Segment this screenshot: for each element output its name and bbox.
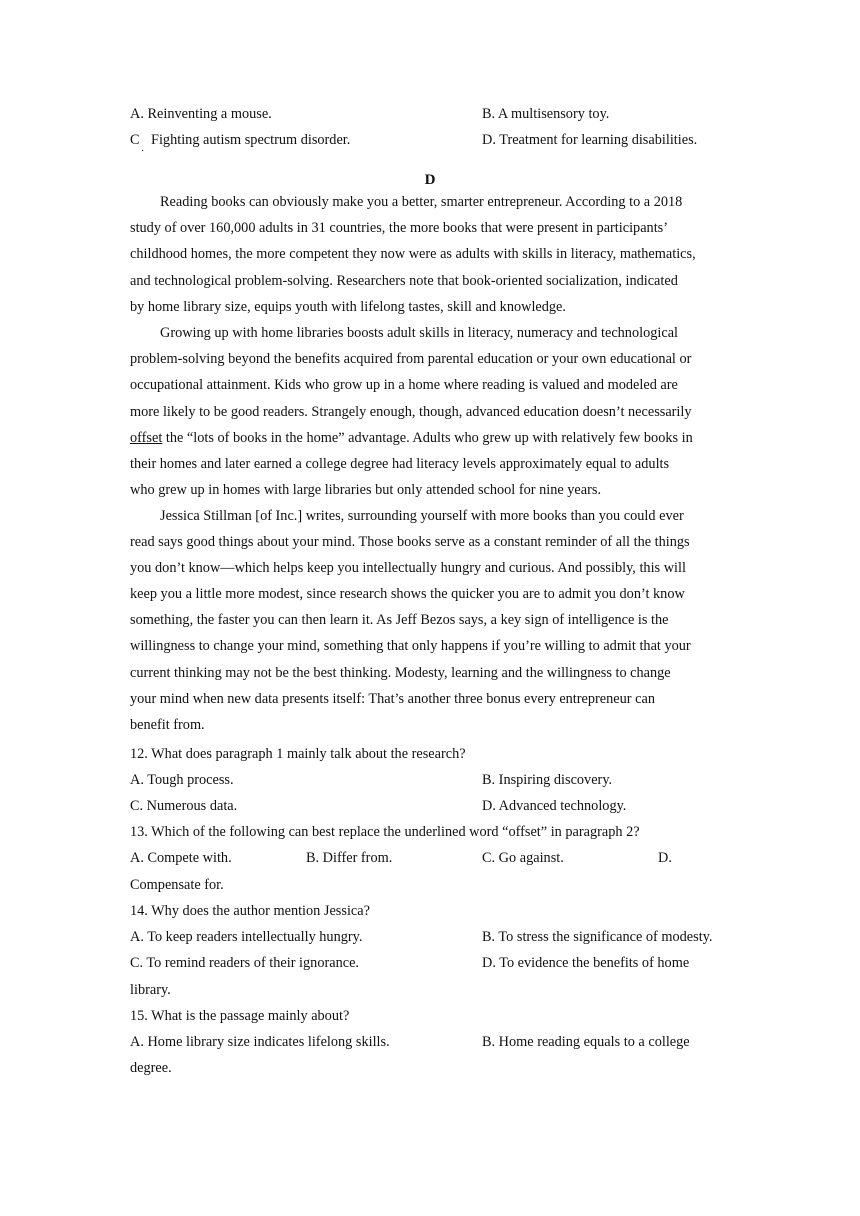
paragraph-1-line: childhood homes, the more competent they now were as adults with skills in literacy, mathematics,: [130, 246, 696, 263]
question-15-stem: 15. What is the passage mainly about?: [130, 1008, 350, 1024]
prev-option-c: Fighting autism spectrum disorder.: [151, 132, 351, 148]
question-12-option-d: D. Advanced technology.: [482, 798, 627, 814]
prev-option-c-dot: ·: [141, 146, 145, 157]
paragraph-3-line: benefit from.: [130, 716, 205, 733]
underlined-word-offset: offset: [130, 429, 163, 446]
question-14-option-d: D. To evidence the benefits of home: [482, 955, 690, 971]
paragraph-3-line: read says good things about your mind. Those books serve as a constant reminder of all the things: [130, 534, 690, 551]
question-14-option-d-continued: library.: [130, 982, 171, 998]
prev-option-a: A. Reinventing a mouse.: [130, 106, 272, 122]
paragraph-1-line: by home library size, equips youth with lifelong tastes, skill and knowledge.: [130, 298, 566, 315]
question-15-option-b: B. Home reading equals to a college: [482, 1034, 690, 1050]
prev-option-b: B. A multisensory toy.: [482, 106, 610, 122]
question-13-stem: 13. Which of the following can best replace the underlined word “offset” in paragraph 2?: [130, 824, 640, 840]
paragraph-2-line: Growing up with home libraries boosts adult skills in literacy, numeracy and technological: [160, 325, 679, 341]
question-13-option-d-letter: D.: [658, 850, 672, 866]
paragraph-2-line: problem-solving beyond the benefits acquired from parental education or your own educational or: [130, 351, 692, 368]
question-14-option-c: C. To remind readers of their ignorance.: [130, 955, 359, 971]
paragraph-2-text: the “lots of books in the home” advantage. Adults who grew up with relatively few books in: [162, 429, 693, 446]
paragraph-3-line: Jessica Stillman [of Inc.] writes, surrounding yourself with more books than you could ever: [160, 508, 684, 524]
question-12-stem: 12. What does paragraph 1 mainly talk about the research?: [130, 746, 466, 762]
question-15-option-a: A. Home library size indicates lifelong skills.: [130, 1034, 390, 1050]
paragraph-2-line: who grew up in homes with large libraries but only attended school for nine years.: [130, 482, 602, 499]
prev-option-d: D. Treatment for learning disabilities.: [482, 132, 698, 148]
paragraph-3-line: willingness to change your mind, something that only happens if you’re willing to admit that your: [130, 638, 691, 655]
paragraph-3-line: you don’t know—which helps keep you intellectually hungry and curious. And possibly, this will: [130, 560, 686, 577]
paragraph-3-line: something, the faster you can then learn it. As Jeff Bezos says, a key sign of intelligence is the: [130, 612, 669, 629]
question-13-option-a: A. Compete with.: [130, 850, 232, 866]
paragraph-1-line: and technological problem-solving. Researchers note that book-oriented socialization, indicated: [130, 272, 678, 289]
paragraph-3-line: current thinking may not be the best thinking. Modesty, learning and the willingness to change: [130, 664, 671, 681]
paragraph-2-line: their homes and later earned a college degree had literacy levels approximately equal to adults: [130, 456, 670, 473]
question-12-option-c: C. Numerous data.: [130, 798, 238, 814]
question-14-option-b: B. To stress the significance of modesty.: [482, 929, 713, 945]
paragraph-2-line: occupational attainment. Kids who grow up in a home where reading is valued and modeled are: [130, 377, 678, 394]
paragraph-1-line: study of over 160,000 adults in 31 countries, the more books that were present in participants’: [130, 220, 668, 237]
prev-option-c-letter: C: [130, 132, 140, 148]
question-15-option-b-continued: degree.: [130, 1060, 172, 1076]
paragraph-3-line: keep you a little more modest, since research shows the quicker you are to admit you don’t know: [130, 586, 685, 603]
question-14-stem: 14. Why does the author mention Jessica?: [130, 903, 370, 919]
question-13-option-d: Compensate for.: [130, 877, 224, 893]
question-12-option-b: B. Inspiring discovery.: [482, 772, 613, 788]
question-14-option-a: A. To keep readers intellectually hungry.: [130, 929, 363, 945]
question-13-option-b: B. Differ from.: [306, 850, 393, 866]
paragraph-3-line: your mind when new data presents itself: That’s another three bonus every entrepreneur can: [130, 690, 655, 707]
section-title: D: [424, 172, 436, 188]
paragraph-2-line: [130, 425, 740, 451]
paragraph-1: [130, 189, 740, 320]
question-12-option-a: A. Tough process.: [130, 772, 234, 788]
question-13-option-c: C. Go against.: [482, 850, 564, 866]
paragraph-2-line: more likely to be good readers. Strangely enough, though, advanced education doesn’t necessarily: [130, 403, 692, 420]
paragraph-3: [130, 503, 740, 738]
paragraph-2: [130, 320, 740, 503]
paragraph-1-line: Reading books can obviously make you a better, smarter entrepreneur. According to a 2018: [160, 194, 683, 210]
